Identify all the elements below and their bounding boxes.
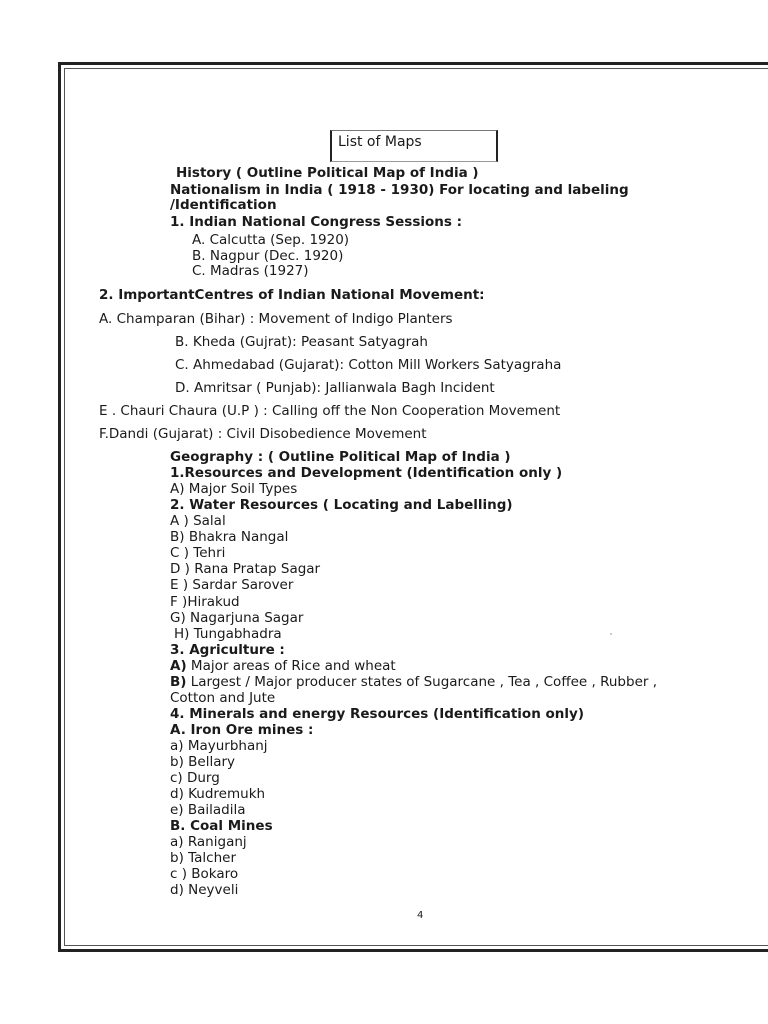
list-item: B. Nagpur (Dec. 1920) <box>192 248 344 264</box>
list-item: B. Kheda (Gujrat): Peasant Satyagrah <box>175 334 428 350</box>
congress-heading: 1. Indian National Congress Sessions : <box>170 214 463 230</box>
list-item: A) Major Soil Types <box>170 481 298 497</box>
page-title: List of Maps <box>338 134 422 150</box>
scan-speck <box>610 633 612 635</box>
list-item: A ) Salal <box>170 513 226 529</box>
centres-heading: 2. ImportantCentres of Indian National Movement: <box>99 287 485 303</box>
geography-heading: Geography : ( Outline Political Map of India ) <box>170 449 511 465</box>
list-item: C. Madras (1927) <box>192 263 309 279</box>
list-item: G) Nagarjuna Sagar <box>170 610 304 626</box>
agriculture-item-a <box>170 658 396 674</box>
list-item: D ) Rana Pratap Sagar <box>170 561 321 577</box>
iron-ore-heading: A. Iron Ore mines : <box>170 722 314 738</box>
list-item: b) Bellary <box>170 754 236 770</box>
item-text: Major areas of Rice and wheat <box>186 658 396 674</box>
history-heading: History ( Outline Political Map of India ) <box>176 165 479 181</box>
coal-mines-heading: B. Coal Mines <box>170 818 273 834</box>
list-item: A. Calcutta (Sep. 1920) <box>192 232 350 248</box>
list-item: b) Talcher <box>170 850 236 866</box>
list-item: E ) Sardar Sarover <box>170 577 294 593</box>
list-item: c) Durg <box>170 770 220 786</box>
list-item: D. Amritsar ( Punjab): Jallianwala Bagh Incident <box>175 380 495 396</box>
list-item: B) Bhakra Nangal <box>170 529 289 545</box>
list-item: e) Bailadila <box>170 802 246 818</box>
list-item: F.Dandi (Gujarat) : Civil Disobedience Movement <box>99 426 427 442</box>
item-marker: B) <box>170 674 187 690</box>
item-text: Largest / Major producer states of Sugarcane , Tea , Coffee , Rubber , <box>186 674 658 690</box>
agriculture-heading: 3. Agriculture : <box>170 642 285 658</box>
history-subheading-line1: Nationalism in India ( 1918 - 1930) For locating and labeling <box>170 182 629 198</box>
list-item: F )Hirakud <box>170 594 240 610</box>
list-item: C. Ahmedabad (Gujarat): Cotton Mill Workers Satyagraha <box>175 357 562 373</box>
list-item: c ) Bokaro <box>170 866 239 882</box>
resources-heading: 1.Resources and Development (Identification only ) <box>170 465 563 481</box>
agriculture-item-b <box>170 674 657 690</box>
agriculture-item-b-line2: Cotton and Jute <box>170 690 276 706</box>
minerals-heading: 4. Minerals and energy Resources (Identification only) <box>170 706 585 722</box>
list-item: d) Neyveli <box>170 882 239 898</box>
list-item: a) Mayurbhanj <box>170 738 268 754</box>
list-item: H) Tungabhadra <box>174 626 282 642</box>
list-item: d) Kudremukh <box>170 786 266 802</box>
item-marker: A) <box>170 658 187 674</box>
water-heading: 2. Water Resources ( Locating and Labelling) <box>170 497 513 513</box>
list-item: A. Champaran (Bihar) : Movement of Indigo Planters <box>99 311 453 327</box>
history-subheading-line2: /Identification <box>170 197 277 213</box>
page-number: 4 <box>417 910 424 921</box>
list-item: a) Raniganj <box>170 834 247 850</box>
list-item: E . Chauri Chaura (U.P ) : Calling off the Non Cooperation Movement <box>99 403 561 419</box>
list-item: C ) Tehri <box>170 545 226 561</box>
